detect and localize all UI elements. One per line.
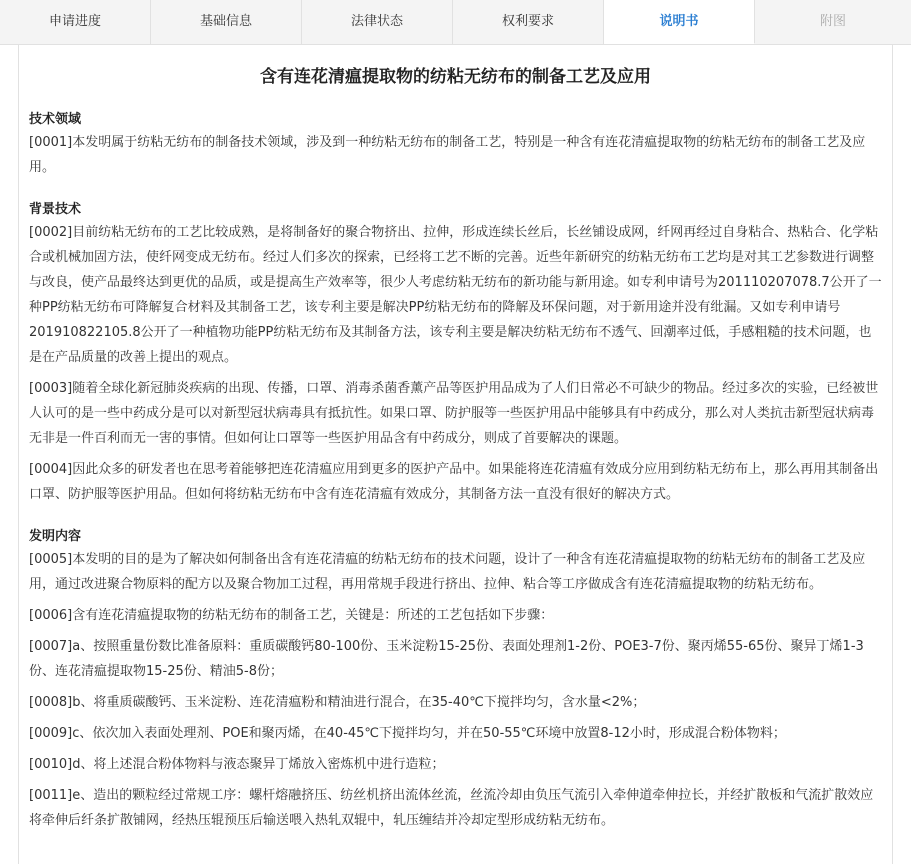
tab-description[interactable]: 说明书	[604, 0, 755, 44]
tab-claims[interactable]: 权利要求	[453, 0, 604, 44]
paragraph-0009: [0009]c、依次加入表面处理剂、POE和聚丙烯，在40-45℃下搅拌均匀，并在50-55℃环境中放置8-12小时，形成混合粉体物料；	[29, 726, 786, 741]
paragraph-0001: [0001]本发明属于纺粘无纺布的制备技术领域，涉及到一种纺粘无纺布的制备工艺，特别是一种含有连花清瘟提取物的纺粘无纺布的制备工艺及应用。	[29, 135, 866, 175]
section-heading-technical-field: 技术领域	[29, 112, 82, 127]
paragraph-0003: [0003]随着全球化新冠肺炎疾病的出现、传播，口罩、消毒杀菌香薰产品等医护用品成为了人们日常必不可缺少的物品。经过多次的实验，已经被世人认可的是一些中药成分是可以对新型冠状病毒具有抵抗性。如果口罩、防护服等一些医护用品中能够具有中药成分，那么对人类抗击新型冠状病毒无非是一件百利而无一害的事情。但如何让口罩等一些医护用品含有中药成分，则成了首要解决的课题。	[29, 381, 879, 446]
paragraph-0002: [0002]目前纺粘无纺布的工艺比较成熟，是将制备好的聚合物挤出、拉伸，形成连续长丝后，长丝铺设成网，纤网再经过自身粘合、热粘合、化学粘合或机械加固方法，使纤网变成无纺布。经过人们多次的探索，已经将工艺不断的完善。近些年新研究的纺粘无纺布工艺均是对其工艺参数进行调整与改良，使产品最终达到更优的品质，或是提高生产效率等，很少人考虑纺粘无纺布的新功能与新用途。如专利申请号为201110207078.7公开了一种PP纺粘无纺布可降解复合材料及其制备工艺，该专利主要是解决PP纺粘无纺布的降解及环保问题，对于新用途并没有纰漏。又如专利申请号201910822105.8公开了一种植物功能PP纺粘无纺布及其制备方法，该专利主要是解决纺粘无纺布不透气、回潮率过低，手感粗糙的技术问题，也是在产品质量的改善上提出的观点。	[29, 225, 882, 365]
paragraph-0010: [0010]d、将上述混合粉体物料与液态聚异丁烯放入密炼机中进行造粒；	[29, 757, 445, 772]
section-heading-background: 背景技术	[29, 202, 82, 217]
paragraph-0006: [0006]含有连花清瘟提取物的纺粘无纺布的制备工艺，关键是：所述的工艺包括如下步骤：	[29, 608, 554, 623]
tab-basic-info[interactable]: 基础信息	[151, 0, 302, 44]
paragraph-0005: [0005]本发明的目的是为了解决如何制备出含有连花清瘟的纺粘无纺布的技术问题，设计了一种含有连花清瘟提取物的纺粘无纺布的制备工艺及应用，通过改进聚合物原料的配方以及聚合物加工过程，再用常规手段进行挤出、拉伸、粘合等工序做成含有连花清瘟提取物的纺粘无纺布。	[29, 552, 866, 592]
tab-bar	[0, 0, 911, 45]
tab-application-progress[interactable]: 申请进度	[0, 0, 151, 44]
description-panel	[18, 45, 893, 864]
tab-legal-status[interactable]: 法律状态	[302, 0, 453, 44]
paragraph-0007: [0007]a、按照重量份数比准备原料：重质碳酸钙80-100份、玉米淀粉15-25份、表面处理剂1-2份、POE3-7份、聚丙烯55-65份、聚异丁烯1-3份、连花清瘟提取物15-25份、精油5-8份；	[29, 639, 864, 679]
tab-drawings: 附图	[755, 0, 911, 44]
paragraph-0011: [0011]e、造出的颗粒经过常规工序：螺杆熔融挤压、纺丝机挤出流体丝流，丝流冷却由负压气流引入牵伸道牵伸拉长，并经扩散板和气流扩散效应将牵伸后纤条扩散铺网，经热压辊预压后输送喂入热轧双辊中，轧压缠结并冷却定型形成纺粘无纺布。	[29, 788, 874, 828]
paragraph-0004: [0004]因此众多的研发者也在思考着能够把连花清瘟应用到更多的医护产品中。如果能将连花清瘟有效成分应用到纺粘无纺布上，那么再用其制备出口罩、防护服等医护用品。但如何将纺粘无纺布中含有连花清瘟有效成分，其制备方法一直没有很好的解决方式。	[29, 462, 879, 502]
document-body	[19, 65, 892, 833]
paragraph-0008: [0008]b、将重质碳酸钙、玉米淀粉、连花清瘟粉和精油进行混合，在35-40℃下搅拌均匀，含水量<2%；	[29, 695, 646, 710]
document-title: 含有连花清瘟提取物的纺粘无纺布的制备工艺及应用	[260, 67, 651, 87]
section-heading-invention: 发明内容	[29, 529, 82, 544]
